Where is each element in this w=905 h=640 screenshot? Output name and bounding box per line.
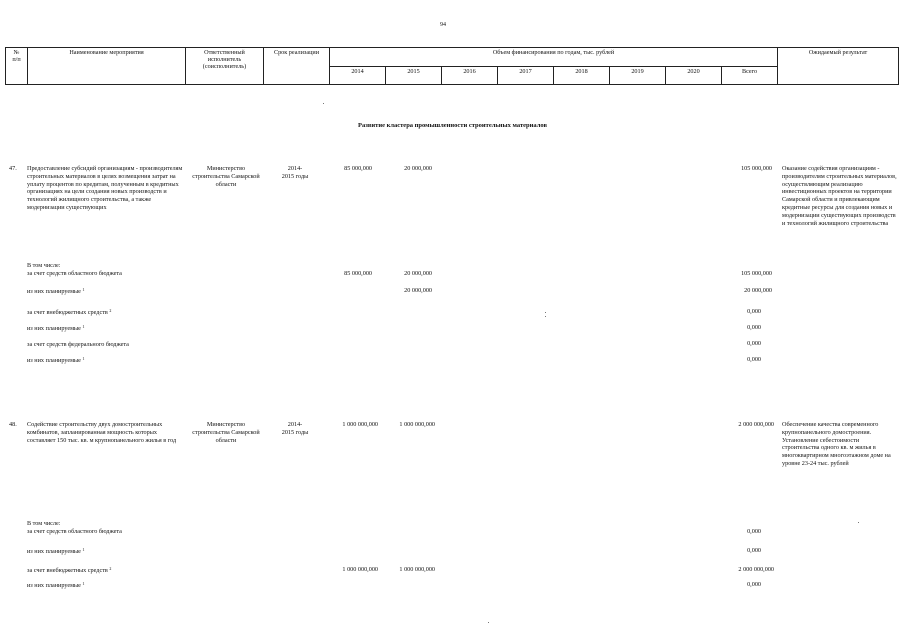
row-label: из них планируемые $^1$ (27, 547, 85, 555)
row-total: 2 000 000,000 (738, 566, 774, 573)
row-label: из них планируемые $^1$ (27, 356, 85, 364)
row-label: за счет внебюджетных средств $^2$ (27, 308, 112, 316)
row-label: В том числе: за счет средств областного бюджета (27, 262, 122, 277)
row-label: за счет внебюджетных средств $^2$ (27, 566, 112, 574)
row-label: из них планируемые $^1$ (27, 324, 85, 332)
item-2014: 1 000 000,000 (342, 421, 378, 428)
row-total: 0,000 (747, 308, 761, 315)
row-label: из них планируемые $^1$ (27, 581, 85, 589)
table-header (5, 47, 899, 85)
row-label: за счет средств федерального бюджета (27, 341, 129, 348)
item-total: 105 000,000 (741, 165, 772, 172)
item-responsible: Министерство строительства Самарской области (192, 421, 260, 444)
item-2014: 85 000,000 (344, 165, 372, 172)
row-total: 105 000,000 (741, 270, 772, 277)
header-year-2020: 2020 (666, 66, 722, 85)
header-period: Срок реализации (264, 48, 330, 85)
row-total: 0,000 (747, 547, 761, 554)
row-2015: 20 000,000 (404, 270, 432, 277)
row-total: 0,000 (747, 528, 761, 535)
header-result: Ожидаемый результат (778, 48, 899, 85)
item-total: 2 000 000,000 (738, 421, 774, 428)
header-funding: Объем финансирования по годам, тыс. рублей (330, 48, 778, 67)
header-num: № п/п (6, 48, 28, 85)
row-label: из них планируемые $^1$ (27, 287, 85, 295)
item-responsible: Министерство строительства Самарской области (192, 165, 260, 188)
header-name: Наименование мероприятия (28, 48, 186, 85)
row-total: 0,000 (747, 356, 761, 363)
item-number: 48. (9, 421, 17, 428)
row-2014: 85 000,000 (344, 270, 372, 277)
item-name: Предоставление субсидий организациям - производителям строительных материалов в целях возмещения затрат на уплату процентов по кредитам, полученным в кредитных организациях на цели создания новых производств и технологий жилищного строительства, а также модернизации существующих (27, 165, 183, 211)
item-2015: 20 000,000 (404, 165, 432, 172)
item-period: 2014- 2015 годы (281, 165, 309, 180)
row-2015: 20 000,000 (404, 287, 432, 294)
header-responsible: Ответственный исполнитель (соисполнитель) (186, 48, 264, 85)
item-period: 2014- 2015 годы (281, 421, 309, 436)
page-number: 94 (440, 22, 446, 28)
row-total: 0,000 (747, 324, 761, 331)
header-year-2019: 2019 (610, 66, 666, 85)
row-label: В том числе: за счет средств областного бюджета (27, 520, 122, 535)
section-title: Развитие кластера промышленности строительных материалов (358, 122, 547, 129)
item-number: 47. (9, 165, 17, 172)
header-total: Всего (722, 66, 778, 85)
header-year-2017: 2017 (498, 66, 554, 85)
row-total: 0,000 (747, 340, 761, 347)
header-year-2018: 2018 (554, 66, 610, 85)
row-2014: 1 000 000,000 (342, 566, 378, 573)
header-year-2015: 2015 (386, 66, 442, 85)
row-total: 0,000 (747, 581, 761, 588)
item-result: Обеспечение качества современного крупнопанельного домостроения. Установление себестоимости строительства одного кв. м жилья в многоквартирном многоэтажном доме на уровне 23-24 тыс. рублей (782, 421, 891, 467)
header-year-2016: 2016 (442, 66, 498, 85)
row-2015: 1 000 000,000 (399, 566, 435, 573)
item-2015: 1 000 000,000 (399, 421, 435, 428)
item-name: Содействие строительству двух домостроительных комбинатов, запланированная мощность которых составляет 150 тыс. кв. м крупнопанельного жилья в год (27, 421, 177, 444)
item-result: Оказание содействия организациям - производителям строительных материалов, осуществляющим реализацию инвестиционных проектов на территории Самарской области и привлекающим кредитные ресурсы для создания новых и модернизации существующих производств и технологий жилищного строительства (782, 165, 897, 227)
header-year-2014: 2014 (330, 66, 386, 85)
row-total: 20 000,000 (744, 287, 772, 294)
